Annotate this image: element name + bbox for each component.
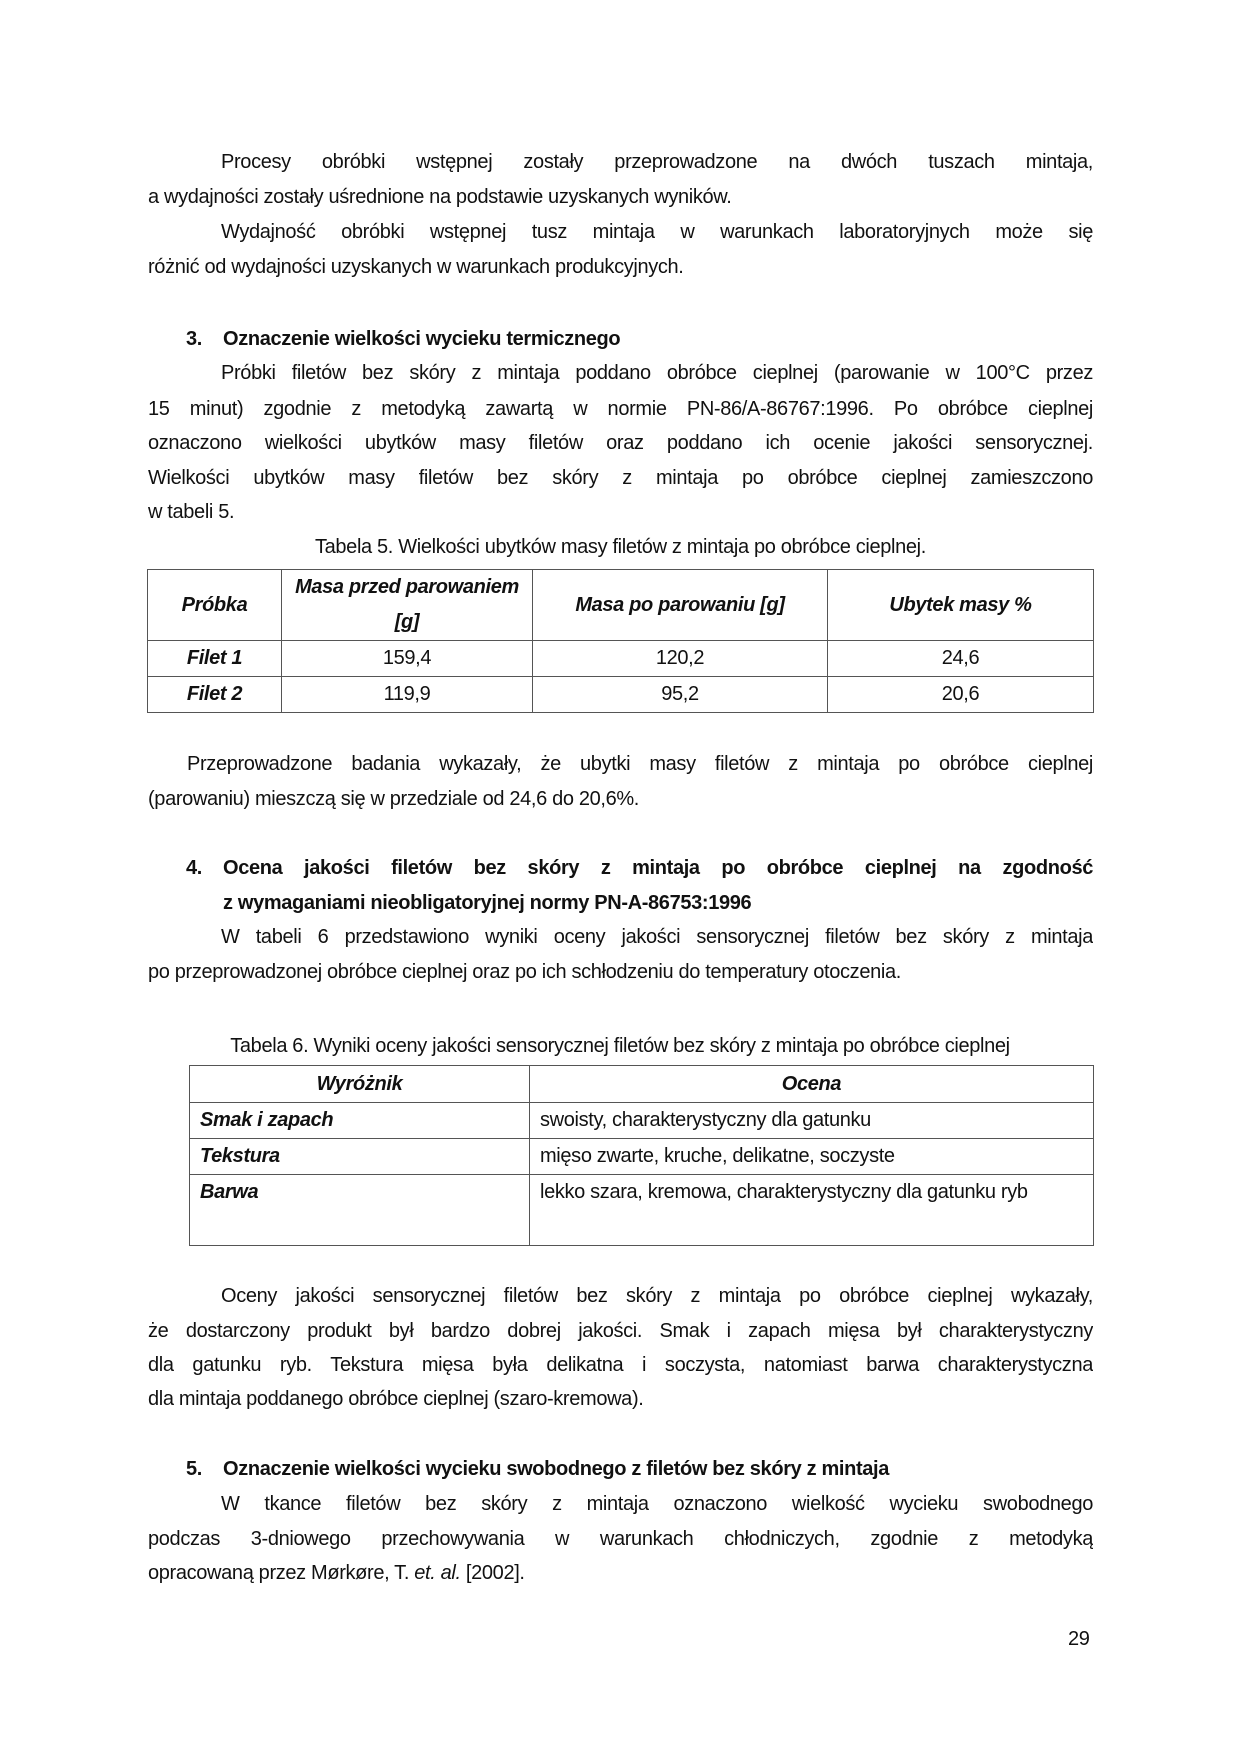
- table-cell: Filet 1: [148, 641, 282, 677]
- paragraph-line: w tabeli 5.: [148, 501, 235, 523]
- paragraph-line: a wydajności zostały uśrednione na podstawie uzyskanych wyników.: [148, 186, 732, 208]
- paragraph-line: W tkance filetów bez skóry z mintaja oznaczono wielkość wycieku swobodnego: [221, 1493, 1093, 1515]
- paragraph-line: Próbki filetów bez skóry z mintaja poddano obróbce cieplnej (parowanie w 100°C przez: [221, 362, 1093, 384]
- table-6-caption: Tabela 6. Wyniki oceny jakości sensorycznej filetów bez skóry z mintaja po obróbce cieplnej: [230, 1035, 1010, 1057]
- paragraph-line: oznaczono wielkości ubytków masy filetów oraz poddano ich ocenie jakości sensorycznej.: [148, 432, 1093, 454]
- paragraph-line: Wielkości ubytków masy filetów bez skóry z mintaja po obróbce cieplnej zamieszczono: [148, 467, 1093, 489]
- paragraph-line: W tabeli 6 przedstawiono wyniki oceny jakości sensorycznej filetów bez skóry z mintaja: [221, 926, 1093, 948]
- paragraph-line: dla mintaja poddanego obróbce cieplnej (szaro-kremowa).: [148, 1388, 644, 1410]
- section-number: 4.: [186, 857, 202, 879]
- table-row: [190, 1139, 1094, 1175]
- section-5-heading: [186, 1452, 1093, 1487]
- page-number: 29: [1068, 1628, 1090, 1650]
- table-cell: lekko szara, kremowa, charakterystyczny dla gatunku ryb: [530, 1175, 1094, 1246]
- section-3-heading: [186, 322, 1093, 357]
- section-title: Oznaczenie wielkości wycieku swobodnego z filetów bez skóry z mintaja: [223, 1458, 890, 1480]
- table-header-cell: Masa po parowaniu [g]: [533, 570, 828, 641]
- table-header-cell: Ocena: [530, 1066, 1094, 1103]
- table-cell: Smak i zapach: [190, 1103, 530, 1139]
- table-cell: 24,6: [828, 641, 1094, 677]
- table-6: [189, 1065, 1094, 1246]
- section-number: 5.: [186, 1458, 202, 1480]
- table-cell: 95,2: [533, 677, 828, 713]
- paragraph-line: Procesy obróbki wstępnej zostały przeprowadzone na dwóch tuszach mintaja,: [221, 151, 1093, 173]
- table-row: [148, 641, 1094, 677]
- table-header-row: [190, 1066, 1094, 1103]
- citation-etal: et. al.: [414, 1562, 461, 1584]
- table-cell: 159,4: [282, 641, 533, 677]
- table-cell: mięso zwarte, kruche, delikatne, soczyste: [530, 1139, 1094, 1175]
- paragraph-line: różnić od wydajności uzyskanych w warunkach produkcyjnych.: [148, 256, 684, 278]
- table-header-cell: Ubytek masy %: [828, 570, 1094, 641]
- section-4-heading: [186, 851, 1093, 886]
- table-cell: Tekstura: [190, 1139, 530, 1175]
- section-number: 3.: [186, 328, 202, 350]
- paragraph-line: Oceny jakości sensorycznej filetów bez skóry z mintaja po obróbce cieplnej wykazały,: [221, 1285, 1093, 1307]
- table-5-caption: Tabela 5. Wielkości ubytków masy filetów z mintaja po obróbce cieplnej.: [314, 536, 926, 558]
- table-header-cell: Wyróżnik: [190, 1066, 530, 1103]
- paragraph-line: [148, 1556, 1093, 1591]
- table-row: [190, 1103, 1094, 1139]
- table-cell: Barwa: [190, 1175, 530, 1246]
- citation-year: [2002].: [460, 1562, 525, 1584]
- paragraph-line: 15 minut) zgodnie z metodyką zawartą w normie PN-86/A-86767:1996. Po obróbce cieplnej: [148, 398, 1093, 420]
- table-5: [147, 569, 1094, 713]
- table-row: [190, 1175, 1094, 1246]
- table-cell: swoisty, charakterystyczny dla gatunku: [530, 1103, 1094, 1139]
- paragraph-line: Przeprowadzone badania wykazały, że ubytki masy filetów z mintaja po obróbce cieplnej: [187, 753, 1093, 775]
- table-header-cell: Masa przed parowaniem [g]: [282, 570, 533, 641]
- section-title-line: Ocena jakości filetów bez skóry z mintaja po obróbce cieplnej na zgodność: [223, 857, 1093, 879]
- table-header-cell: Próbka: [148, 570, 282, 641]
- table-row: [148, 677, 1094, 713]
- table-header-row: [148, 570, 1094, 641]
- table-cell: 119,9: [282, 677, 533, 713]
- paragraph-line: (parowaniu) mieszczą się w przedziale od 24,6 do 20,6%.: [148, 788, 640, 810]
- table-cell: Filet 2: [148, 677, 282, 713]
- paragraph-line: dla gatunku ryb. Tekstura mięsa była delikatna i soczysta, natomiast barwa charakterystyczna: [148, 1354, 1093, 1376]
- paragraph-line: podczas 3-dniowego przechowywania w warunkach chłodniczych, zgodnie z metodyką: [148, 1528, 1093, 1550]
- paragraph-line: Wydajność obróbki wstępnej tusz mintaja w warunkach laboratoryjnych może się: [221, 221, 1093, 243]
- section-title-line: z wymaganiami nieobligatoryjnej normy PN-A-86753:1996: [223, 892, 752, 914]
- section-title: Oznaczenie wielkości wycieku termicznego: [223, 328, 621, 350]
- table-cell: 120,2: [533, 641, 828, 677]
- table-cell: 20,6: [828, 677, 1094, 713]
- paragraph-line: po przeprowadzonej obróbce cieplnej oraz po ich schłodzeniu do temperatury otoczenia.: [148, 961, 901, 983]
- citation-text: opracowaną przez Mørkøre, T.: [148, 1562, 415, 1584]
- paragraph-line: że dostarczony produkt był bardzo dobrej jakości. Smak i zapach mięsa był charakterystyczny: [148, 1320, 1093, 1342]
